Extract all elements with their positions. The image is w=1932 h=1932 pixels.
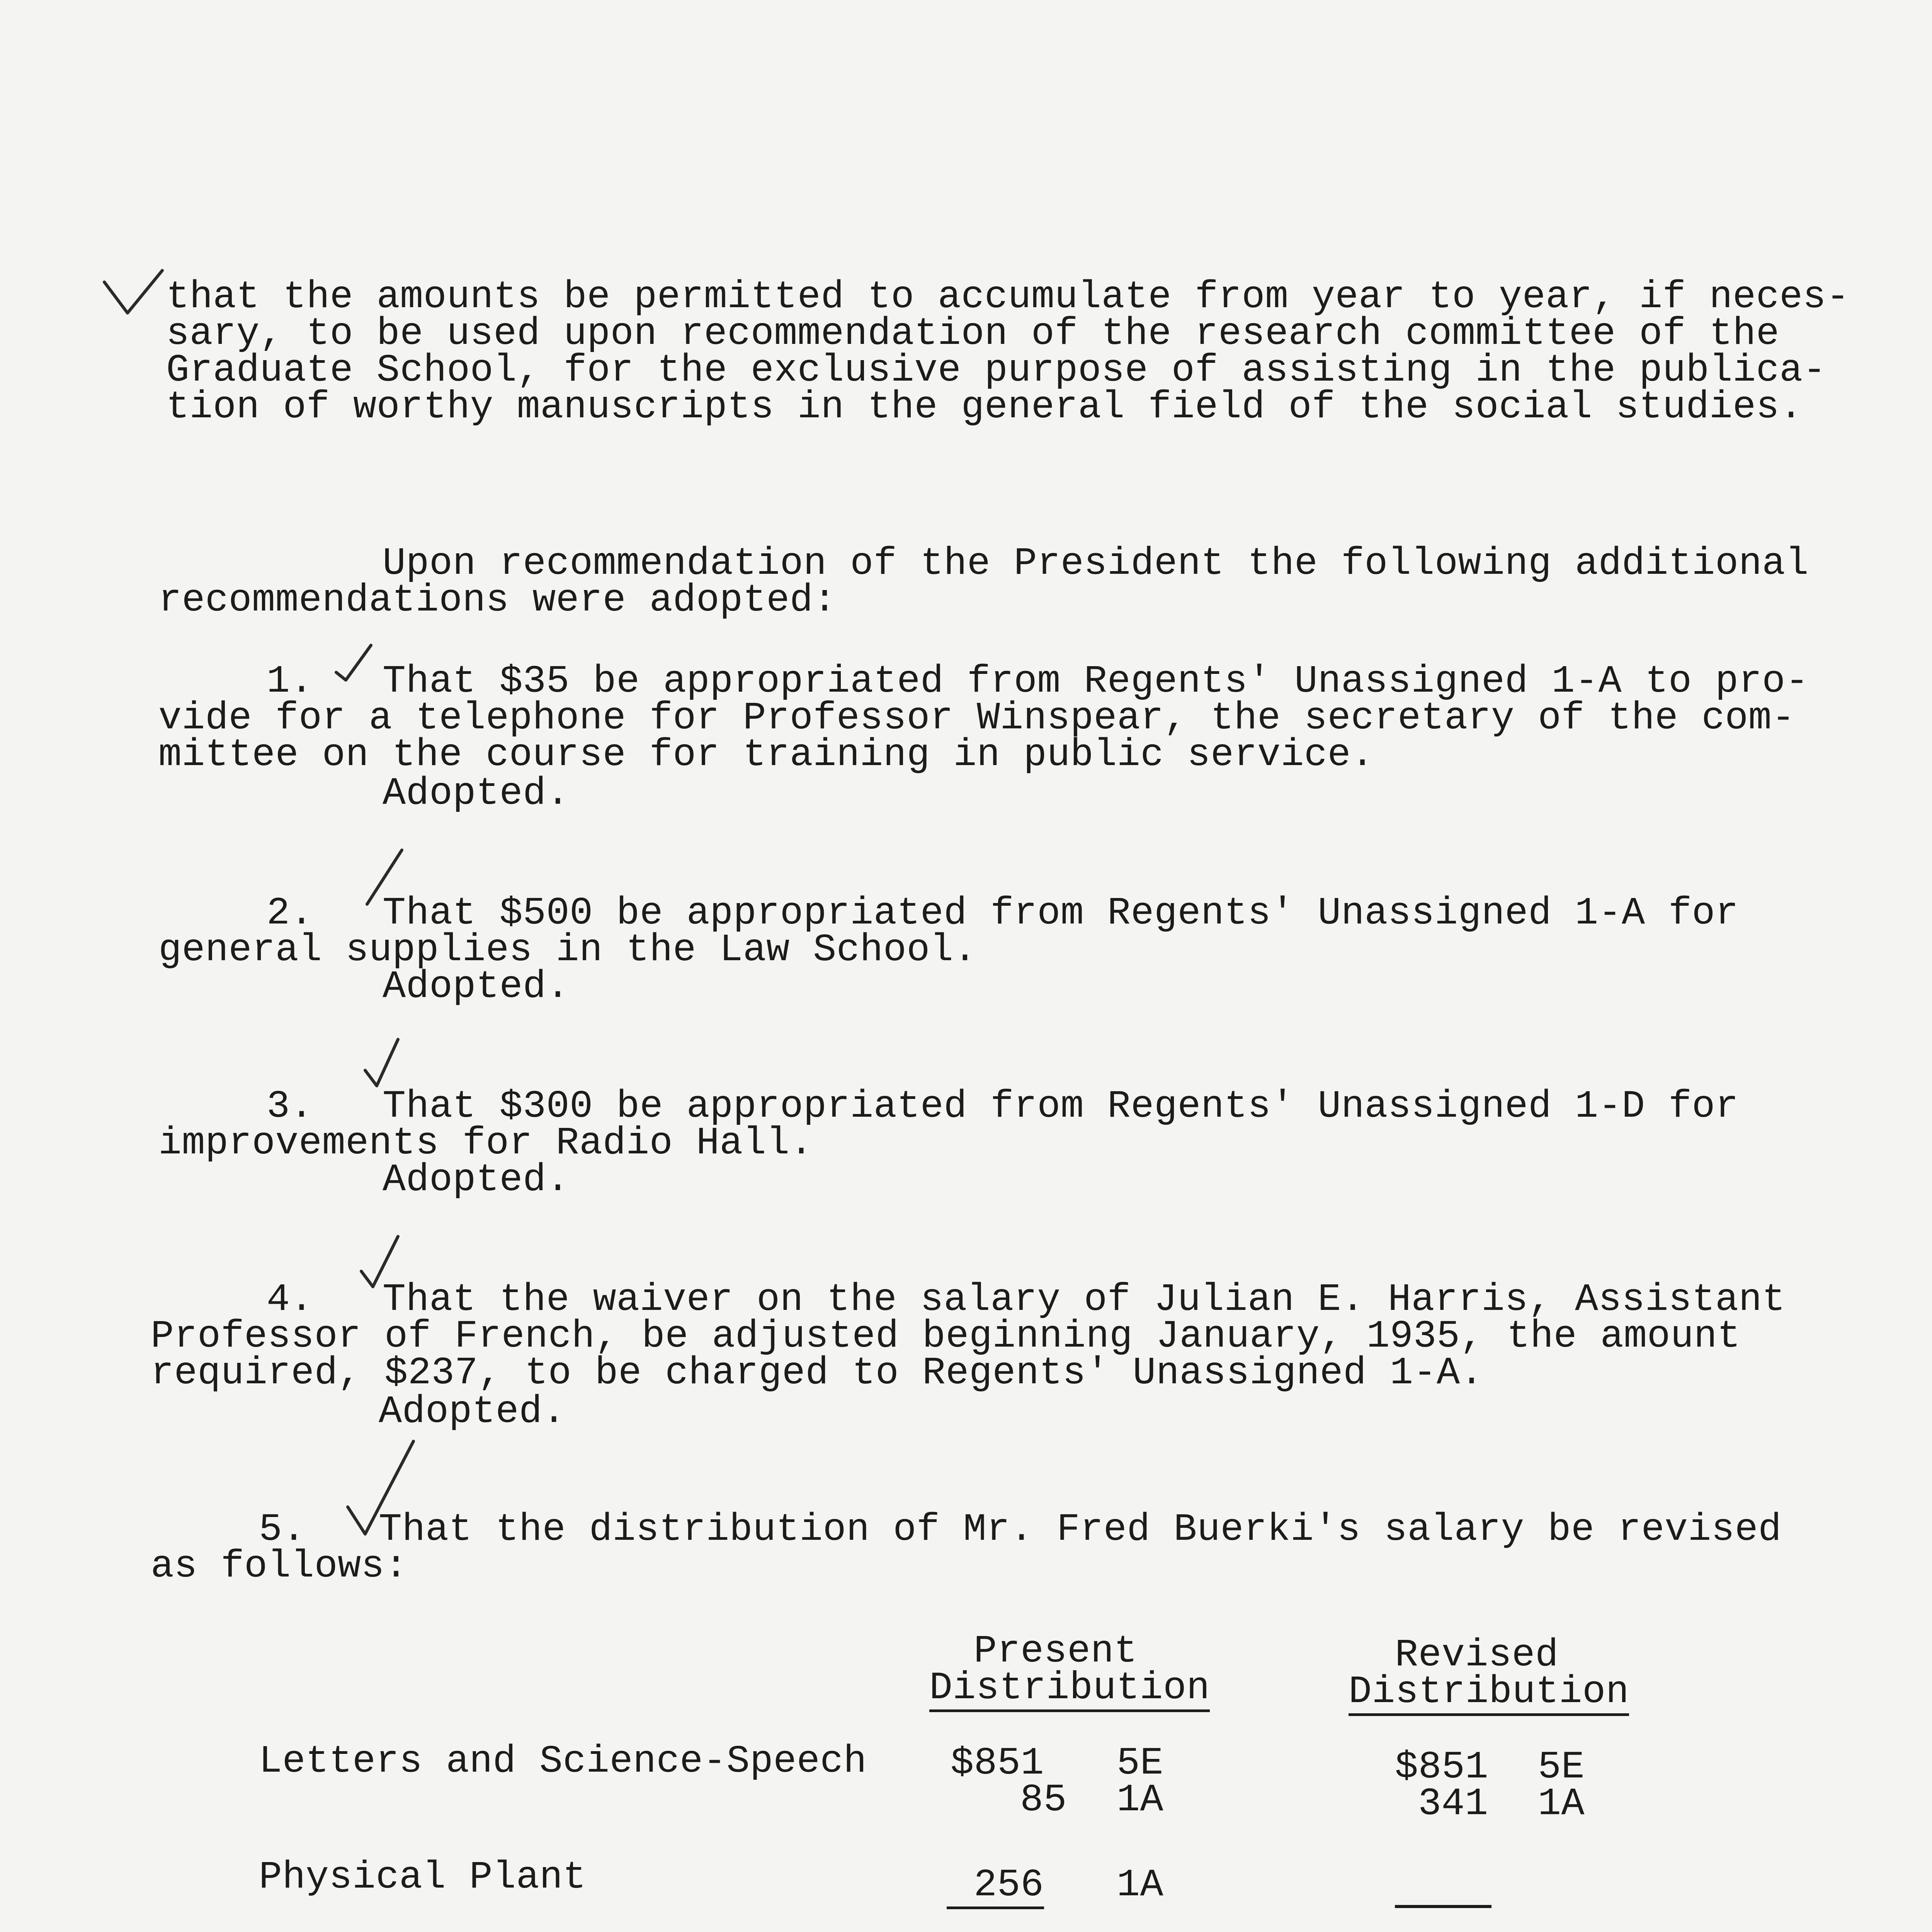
present-header-line-1: Present	[974, 1630, 1138, 1673]
revised-amount: $851	[1395, 1746, 1489, 1789]
present-header-line-2: Distribution	[929, 1669, 1210, 1712]
item-5-number: 5.	[259, 1508, 306, 1552]
checkmark-icon	[100, 267, 166, 328]
intro-line-2: sary, to be used upon recommendation of the research committee of the	[166, 312, 1780, 356]
item-3-line-2: improvements for Radio Hall.	[158, 1122, 813, 1165]
item-4-line-1: That the waiver on the salary of Julian E. Harris, Assistant	[383, 1278, 1786, 1322]
item-4-line-3: required, $237, to be charged to Regents' Unassigned 1-A.	[151, 1352, 1484, 1395]
preamble-line-1: Upon recommendation of the President the following additional	[383, 542, 1809, 586]
item-4-status: Adopted.	[379, 1390, 566, 1434]
item-1-number: 1.	[267, 660, 314, 704]
present-code: 5E	[1117, 1742, 1164, 1786]
item-3-line-1: That $300 be appropriated from Regents' Unassigned 1-D for	[383, 1085, 1739, 1129]
present-code: 1A	[1117, 1864, 1164, 1907]
item-1-line-3: mittee on the course for training in public service.	[158, 733, 1374, 777]
item-1-status: Adopted.	[383, 772, 570, 816]
present-amount: 256	[974, 1866, 1044, 1909]
present-amount: 85	[1020, 1779, 1067, 1822]
item-3-number: 3.	[267, 1085, 314, 1129]
checkmark-icon	[359, 1032, 410, 1094]
revised-header-line-2: Distribution	[1349, 1673, 1629, 1716]
revised-header-line-1: Revised	[1395, 1634, 1559, 1677]
intro-line-1: that the amounts be permitted to accumulate from year to year, if neces-	[166, 276, 1850, 319]
revised-code: 1A	[1538, 1782, 1585, 1826]
item-2-number: 2.	[267, 892, 314, 935]
item-3-status: Adopted.	[383, 1158, 570, 1202]
item-4-number: 4.	[267, 1278, 314, 1322]
preamble-line-2: recommendations were adopted:	[158, 579, 837, 622]
revised-amount: 341	[1418, 1782, 1488, 1826]
item-4-line-2: Professor of French, be adjusted beginning January, 1935, the amount	[151, 1315, 1741, 1359]
checkmark-icon	[328, 634, 379, 692]
row-label: Physical Plant	[259, 1856, 587, 1900]
item-1-line-1: That $35 be appropriated from Regents' Unassigned 1-A to pro-	[383, 660, 1809, 704]
item-1-line-2: vide for a telephone for Professor Winspear, the secretary of the com-	[158, 697, 1795, 740]
item-5-line-2: as follows:	[151, 1545, 408, 1588]
intro-line-3: Graduate School, for the exclusive purpose of assisting in the publica-	[166, 349, 1827, 393]
item-2-line-2: general supplies in the Law School.	[158, 929, 977, 972]
row-label: Letters and Science-Speech	[259, 1740, 867, 1784]
item-5-line-1: That the distribution of Mr. Fred Buerki's salary be revised	[379, 1508, 1782, 1552]
present-code: 1A	[1117, 1779, 1164, 1822]
item-2-line-1: That $500 be appropriated from Regents' Unassigned 1-A for	[383, 892, 1739, 935]
revised-blank-rule	[1395, 1905, 1492, 1908]
item-2-status: Adopted.	[383, 965, 570, 1009]
intro-line-4: tion of worthy manuscripts in the general field of the social studies.	[166, 386, 1803, 429]
present-amount: $851	[951, 1742, 1044, 1786]
revised-code: 5E	[1538, 1746, 1585, 1789]
